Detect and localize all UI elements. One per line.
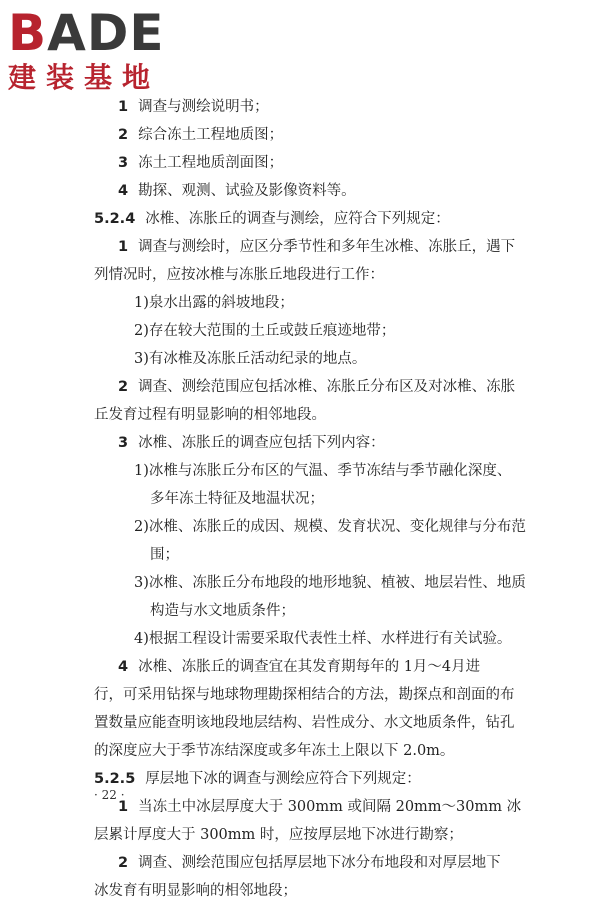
list-item: 3 冻土工程地质剖面图； <box>118 155 284 171</box>
clause-line: 2 调查、测绘范围应包括冰椎、冻胀丘分布区及对冰椎、冻胀 <box>118 379 516 395</box>
clause-line: 列情况时，应按冰椎与冻胀丘地段进行工作： <box>94 267 384 283</box>
sub-item: 3)冰椎、冻胀丘分布地段的地形地貌、植被、地层岩性、地质 <box>134 575 526 591</box>
logo-chinese-text: 建装基地 <box>8 61 161 94</box>
clause-line: 2 调查、测绘范围应包括厚层地下冰分布地段和对厚层地下 <box>118 855 501 871</box>
sub-item: 3)有冰椎及冻胀丘活动纪录的地点。 <box>134 351 367 367</box>
document-body <box>0 93 600 905</box>
section-heading: 5.2.5 厚层地下冰的调查与测绘应符合下列规定： <box>94 771 421 787</box>
clause-line: 3 冰椎、冻胀丘的调查应包括下列内容： <box>118 435 385 451</box>
clause-line: 丘发育过程有明显影响的相邻地段。 <box>94 407 326 423</box>
sub-item: 2)冰椎、冻胀丘的成因、规模、发育状况、变化规律与分布范 <box>134 519 526 535</box>
sub-item: 围； <box>150 547 179 563</box>
sub-item: 4)根据工程设计需要采取代表性土样、水样进行有关试验。 <box>134 631 512 647</box>
list-item: 4 勘探、观测、试验及影像资料等。 <box>118 183 356 199</box>
section-heading: 5.2.4 冰椎、冻胀丘的调查与测绘，应符合下列规定： <box>94 211 450 227</box>
sub-item: 构造与水文地质条件； <box>150 603 295 619</box>
sub-item: 2)存在较大范围的土丘或鼓丘痕迹地带； <box>134 323 396 339</box>
clause-line: 层累计厚度大于 300mm 时，应按厚层地下冰进行勘察； <box>94 827 463 843</box>
clause-line: 的深度应大于季节冻结深度或多年冻土上限以下 2.0m。 <box>94 743 455 759</box>
sub-item: 多年冻土特征及地温状况； <box>150 491 324 507</box>
clause-line: 4 冰椎、冻胀丘的调查宜在其发育期每年的 1月～4月进 <box>118 659 481 675</box>
logo-wordmark: BADE <box>8 4 165 62</box>
clause-line: 1 调查与测绘时，应区分季节性和多年生冰椎、冻胀丘，遇下 <box>118 239 516 255</box>
clause-line: 置数量应能查明该地段地层结构、岩性成分、水文地质条件，钻孔 <box>94 715 515 731</box>
clause-line: 行，可采用钻探与地球物理勘探相结合的方法，勘探点和剖面的布 <box>94 687 515 703</box>
list-item: 1 调查与测绘说明书； <box>118 99 269 115</box>
list-item: 2 综合冻土工程地质图； <box>118 127 284 143</box>
clause-line: 1 当冻土中冰层厚度大于 300mm 或间隔 20mm～30mm 冰 <box>118 799 522 815</box>
sub-item: 1)冰椎与冻胀丘分布区的气温、季节冻结与季节融化深度、 <box>134 463 512 479</box>
sub-item: 1)泉水出露的斜坡地段； <box>134 295 294 311</box>
page-number: · 22 · <box>94 788 125 802</box>
bade-logo <box>8 6 164 94</box>
clause-line: 冰发育有明显影响的相邻地段； <box>94 883 297 899</box>
